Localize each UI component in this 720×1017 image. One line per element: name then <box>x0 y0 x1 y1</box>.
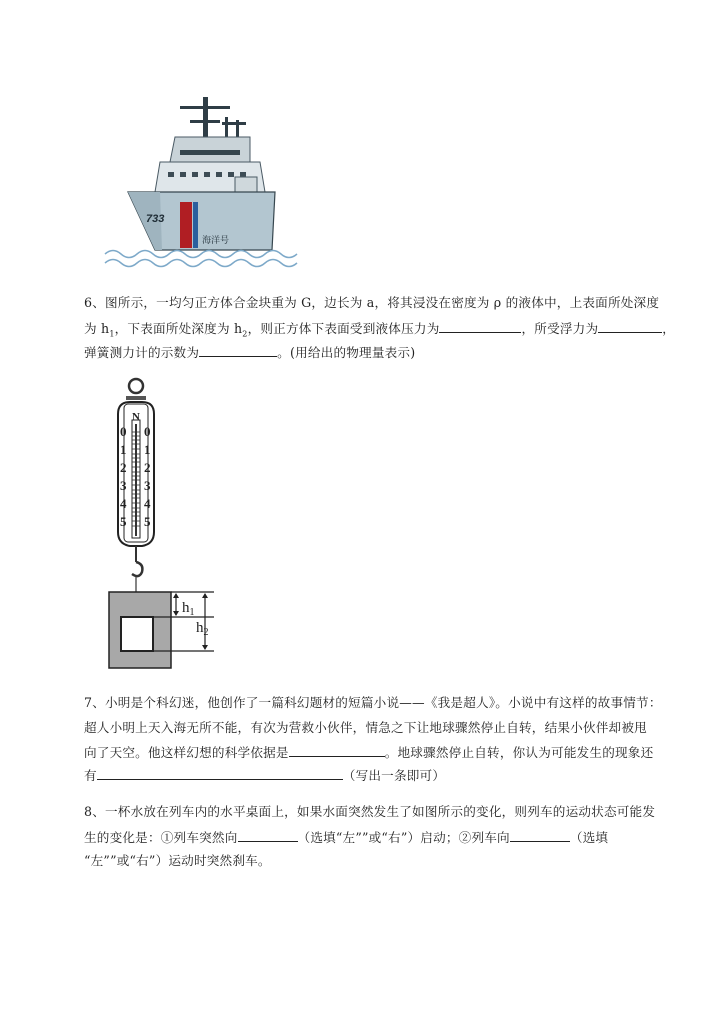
q8-line2: 生的变化是：①列车突然向 （选填“左””或“右”）启动；②列车向 （选填 <box>84 830 609 845</box>
q7-line4: 有 （写出一条即可） <box>84 768 446 783</box>
q7-blank-phenomenon[interactable] <box>97 767 343 780</box>
tick-label-right-5: 5 <box>144 514 151 529</box>
tick-label-left-5: 5 <box>120 514 127 529</box>
q6-line2: 为 $h_1$，下表面所处深度为 $h_2$，则正方体下表面受到液体压力为 ，所受浮力为 ， <box>84 321 676 339</box>
q8-line1: 8、一杯水放在列车内的水平桌面上，如果水面突然发生了如图所示的变化，则列车的运动状态可能发 <box>84 804 656 819</box>
q8-line3: “左””或“右”）运动时突然刹车。 <box>84 853 271 868</box>
tick-label-left-4: 4 <box>120 496 127 511</box>
scale-unit-letter: N <box>132 411 140 423</box>
q7-line2: 超人小明上天入海无所不能，有次为营救小伙伴，情急之下让地球骤然停止自转，结果小伙伴却被甩 <box>84 720 647 735</box>
q8-blank-start-direction[interactable] <box>238 829 298 842</box>
tick-label-right-3: 3 <box>144 478 151 493</box>
q6-blank-scale-reading[interactable] <box>199 344 277 357</box>
tick-label-left-0: 0 <box>120 424 127 439</box>
q6-line1: 6、图所示，一均匀正方体合金块重为 G，边长为 a，将其浸没在密度为 ρ 的液体中，上表面所处深度 <box>84 295 660 310</box>
hull-number: 733 <box>146 213 165 225</box>
tick-label-left-2: 2 <box>120 460 127 475</box>
h2-label: $h_2$ <box>196 620 209 638</box>
q7-line1: 7、小明是个科幻迷，他创作了一篇科幻题材的短篇小说——《我是超人》。小说中有这样的故事情节： <box>84 695 662 710</box>
q6-blank-buoyancy[interactable] <box>598 320 662 333</box>
q8-blank-brake-direction[interactable] <box>510 829 570 842</box>
tick-label-right-4: 4 <box>144 496 151 511</box>
tick-label-right-1: 1 <box>144 442 151 457</box>
q6-blank-pressure[interactable] <box>439 320 521 333</box>
spring-scale-diagram <box>104 374 224 674</box>
q7-blank-basis[interactable] <box>289 744 385 757</box>
tick-label-right-2: 2 <box>144 460 151 475</box>
tick-label-right-0: 0 <box>144 424 151 439</box>
ship-name: 海洋号 <box>202 236 230 246</box>
q6-line3: 弹簧测力计的示数为 。(用给出的物理量表示) <box>84 345 416 360</box>
ship-illustration <box>100 92 310 272</box>
h1-label: $h_1$ <box>182 600 195 618</box>
tick-label-left-1: 1 <box>120 442 127 457</box>
tick-label-left-3: 3 <box>120 478 127 493</box>
q7-line3: 向了天空。他这样幻想的科学依据是 。地球骤然停止自转，你认为可能发生的现象还 <box>84 745 654 760</box>
